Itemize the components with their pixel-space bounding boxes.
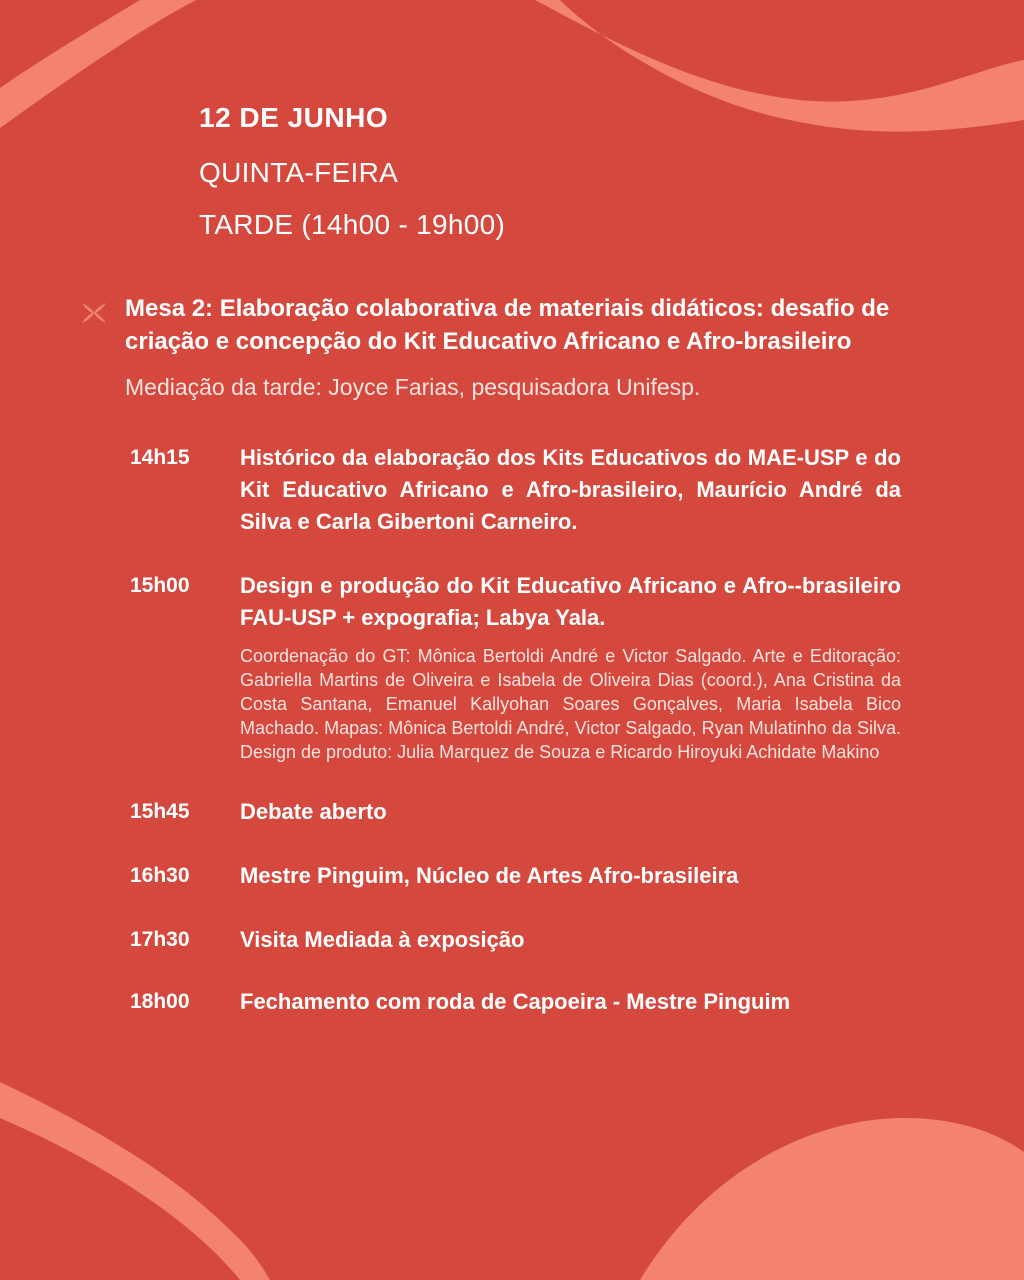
mesa-section <box>79 292 979 402</box>
event-period: TARDE (14h00 - 19h00) <box>199 209 506 240</box>
schedule-item <box>130 924 910 956</box>
wave-top-left <box>0 0 196 128</box>
event-date: 12 DE JUNHO <box>199 102 389 133</box>
schedule-description: Coordenação do GT: Mônica Bertoldi André e Victor Salgado. Arte e Editoração: Gabriella Martins de Oliveira e Isabela de Oliveira Dias (coord.), Ana Cristina da Costa Santana, Emanuel Kallyohan Soares Gonçalves, Maria Isabela Bico Machado. Mapas: Mônica Bertoldi André, Victor Salgado, Ryan Mulatinho da Silva. Design de produto: Julia Marquez de Souza e Ricardo Hiroyuki Achidate Makino <box>240 646 901 762</box>
schedule-item <box>130 442 910 538</box>
schedule-title: Design e produção do Kit Educativo Africano e Afro--brasileiro FAU-USP + expografia; Labya Yala. <box>240 573 901 630</box>
wave-top-right <box>535 0 1024 132</box>
schedule-time: 15h45 <box>130 800 190 823</box>
wave-bottom-left <box>0 1082 270 1280</box>
schedule-time: 15h00 <box>130 574 190 597</box>
schedule-title: Histórico da elaboração dos Kits Educativos do MAE-USP e do Kit Educativo Africano e Afro-brasileiro, Maurício André da Silva e Carla Gibertoni Carneiro. <box>240 445 901 534</box>
schedule-item <box>130 986 910 1018</box>
schedule-title: Visita Mediada à exposição <box>240 927 525 952</box>
schedule-title: Fechamento com roda de Capoeira - Mestre Pinguim <box>240 989 791 1014</box>
schedule-time: 14h15 <box>130 446 190 469</box>
event-header <box>199 98 505 245</box>
wave-bottom-right <box>640 1118 1024 1280</box>
schedule-time: 18h00 <box>130 990 190 1013</box>
schedule-item <box>130 570 910 764</box>
schedule-list <box>130 442 910 1018</box>
schedule-title: Mestre Pinguim, Núcleo de Artes Afro-brasileira <box>240 863 739 888</box>
schedule-time: 16h30 <box>130 864 190 887</box>
mesa-title: Mesa 2: Elaboração colaborativa de materiais didáticos: desafio de criação e concepção do Kit Educativo Africano e Afro-brasileiro <box>125 295 890 355</box>
schedule-time: 17h30 <box>130 928 190 951</box>
schedule-item <box>130 796 910 828</box>
event-weekday: QUINTA-FEIRA <box>199 157 399 188</box>
x-icon <box>79 300 109 326</box>
schedule-item <box>130 860 910 892</box>
mediation-text: Mediação da tarde: Joyce Farias, pesquisadora Unifesp. <box>125 374 701 400</box>
schedule-title: Debate aberto <box>240 799 387 824</box>
